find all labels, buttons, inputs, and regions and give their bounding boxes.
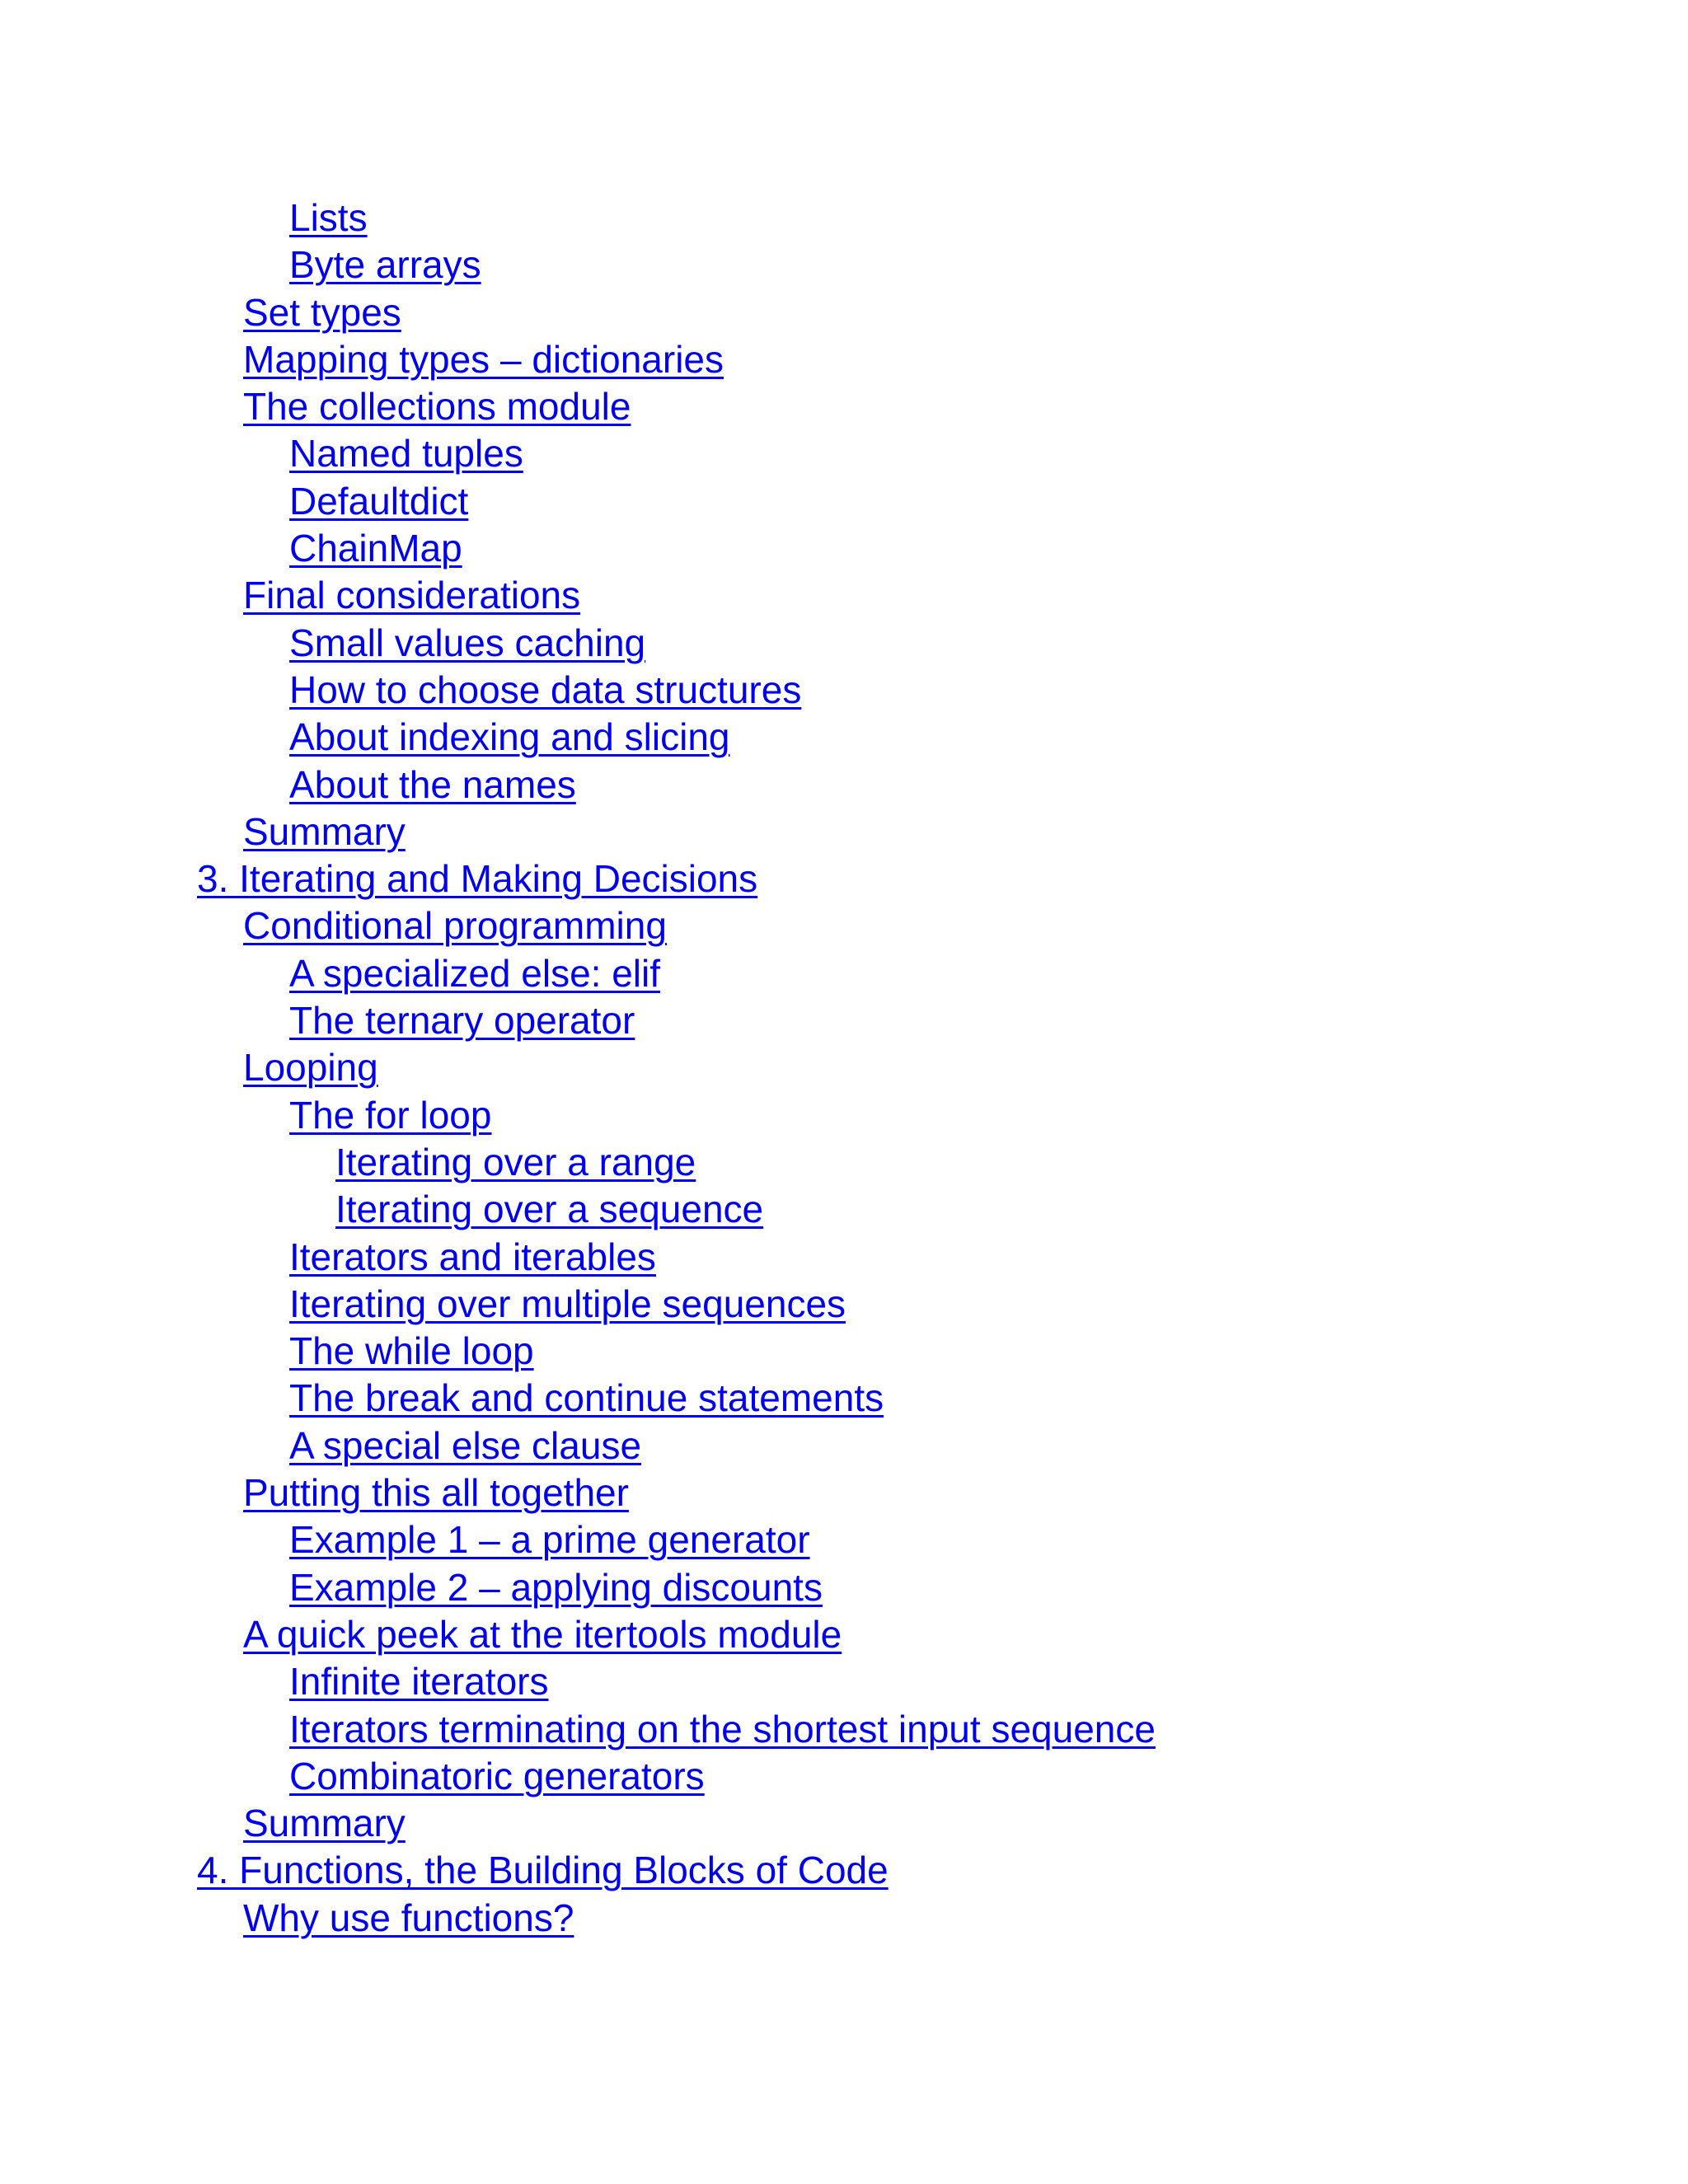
toc-entry <box>0 430 1156 477</box>
toc-link[interactable]: Lists <box>289 196 368 239</box>
toc-entry <box>0 1706 1156 1753</box>
toc-entry <box>0 997 1156 1044</box>
toc-link[interactable]: About indexing and slicing <box>289 715 730 759</box>
toc-entry <box>0 1186 1156 1233</box>
toc-entry <box>0 1375 1156 1422</box>
table-of-contents <box>0 194 1156 1942</box>
toc-link[interactable]: Defaultdict <box>289 479 469 523</box>
toc-entry <box>0 1092 1156 1139</box>
toc-link[interactable]: The for loop <box>289 1093 492 1137</box>
toc-link[interactable]: Final considerations <box>243 574 581 617</box>
toc-entry <box>0 241 1156 288</box>
toc-link[interactable]: A quick peek at the itertools module <box>243 1612 842 1656</box>
toc-link[interactable]: Set types <box>243 290 401 334</box>
toc-link[interactable]: Summary <box>243 809 406 853</box>
toc-entry <box>0 1469 1156 1516</box>
toc-link[interactable]: Iterators and iterables <box>289 1235 656 1278</box>
toc-link[interactable]: Combinatoric generators <box>289 1754 705 1797</box>
toc-link[interactable]: Named tuples <box>289 432 523 476</box>
toc-link[interactable]: Example 1 – a prime generator <box>289 1518 810 1562</box>
toc-link[interactable]: 4. Functions, the Building Blocks of Code <box>197 1849 889 1892</box>
toc-link[interactable]: 3. Iterating and Making Decisions <box>197 857 758 901</box>
toc-entry <box>0 289 1156 336</box>
toc-entry <box>0 1044 1156 1091</box>
toc-link[interactable]: How to choose data structures <box>289 668 802 711</box>
toc-entry <box>0 1328 1156 1375</box>
toc-entry <box>0 950 1156 997</box>
toc-entry <box>0 1281 1156 1328</box>
toc-entry <box>0 194 1156 241</box>
toc-entry <box>0 383 1156 430</box>
toc-link[interactable]: Byte arrays <box>289 243 481 287</box>
toc-link[interactable]: The ternary operator <box>289 999 635 1043</box>
toc-entry <box>0 1800 1156 1847</box>
toc-link[interactable]: A special else clause <box>289 1423 642 1467</box>
toc-entry <box>0 1516 1156 1563</box>
toc-entry <box>0 336 1156 383</box>
toc-entry <box>0 714 1156 761</box>
toc-link[interactable]: Iterating over a range <box>335 1140 696 1183</box>
toc-link[interactable]: Small values caching <box>289 621 646 664</box>
toc-entry <box>0 855 1156 902</box>
toc-link[interactable]: Conditional programming <box>243 904 667 948</box>
toc-entry <box>0 667 1156 714</box>
toc-entry <box>0 525 1156 572</box>
toc-entry <box>0 478 1156 525</box>
toc-entry <box>0 1611 1156 1658</box>
toc-link[interactable]: Putting this all together <box>243 1471 629 1515</box>
toc-entry <box>0 1234 1156 1281</box>
toc-entry <box>0 762 1156 808</box>
toc-link[interactable]: Infinite iterators <box>289 1660 549 1704</box>
toc-link[interactable]: Iterating over multiple sequences <box>289 1282 846 1325</box>
toc-link[interactable]: The break and continue statements <box>289 1376 884 1420</box>
toc-entry <box>0 1753 1156 1800</box>
toc-link[interactable]: Example 2 – applying discounts <box>289 1565 823 1609</box>
toc-link[interactable]: Summary <box>243 1802 406 1845</box>
toc-entry <box>0 902 1156 949</box>
toc-link[interactable]: A specialized else: elif <box>289 951 661 995</box>
toc-entry <box>0 1847 1156 1894</box>
toc-link[interactable]: Iterating over a sequence <box>335 1188 764 1231</box>
toc-entry <box>0 1895 1156 1942</box>
toc-link[interactable]: Why use functions? <box>243 1896 574 1939</box>
toc-link[interactable]: Looping <box>243 1046 378 1090</box>
toc-link[interactable]: About the names <box>289 762 576 806</box>
toc-entry <box>0 808 1156 855</box>
toc-link[interactable]: Mapping types – dictionaries <box>243 337 724 381</box>
toc-entry <box>0 1139 1156 1186</box>
toc-entry <box>0 572 1156 619</box>
toc-entry <box>0 620 1156 667</box>
toc-link[interactable]: The collections module <box>243 385 631 429</box>
toc-entry <box>0 1422 1156 1469</box>
toc-entry <box>0 1564 1156 1611</box>
toc-link[interactable]: ChainMap <box>289 527 462 570</box>
toc-link[interactable]: Iterators terminating on the shortest input sequence <box>289 1707 1156 1750</box>
toc-link[interactable]: The while loop <box>289 1329 534 1373</box>
toc-entry <box>0 1658 1156 1705</box>
